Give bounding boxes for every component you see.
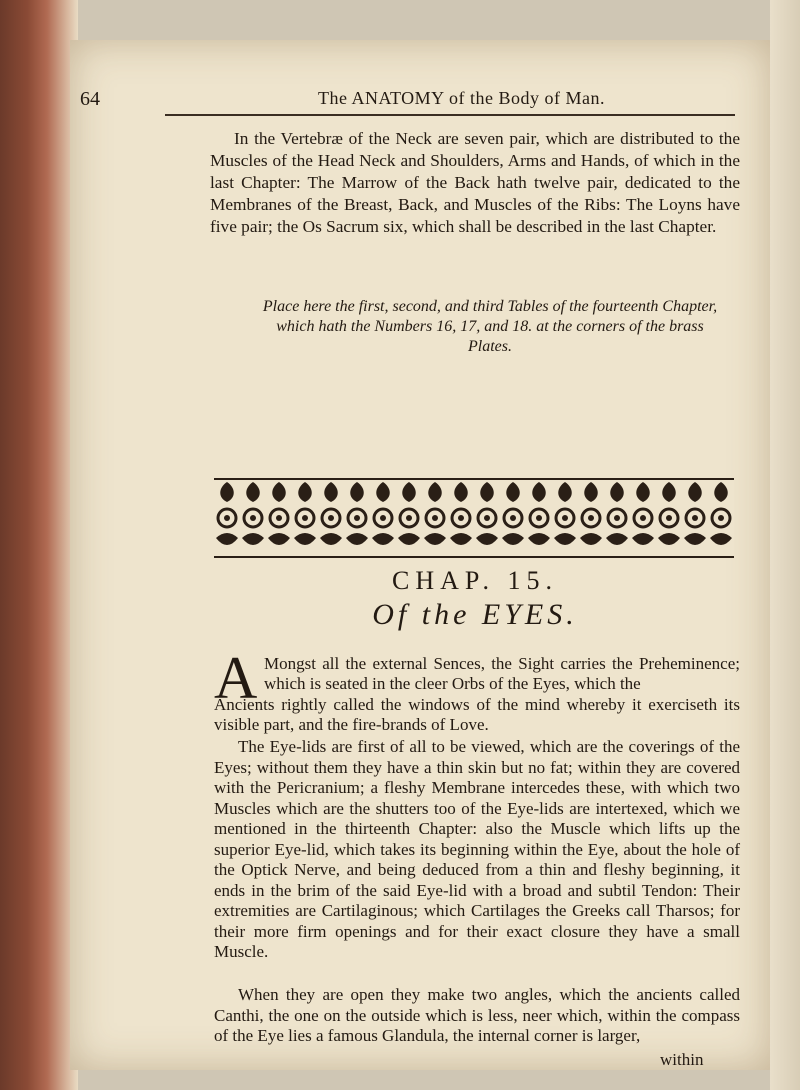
plate-placement-note: Place here the first, second, and third Tables of the fourteenth Chapter, which hath the Numbers 16, 17, and 18. at the corners of the brass Plates. bbox=[262, 298, 718, 355]
paragraph-nerves: In the Vertebræ of the Neck are seven pair, which are distributed to the Muscles of the Head Neck and Shoulders, Arms and Hands, of which in the last Chapter: The Marrow of the Back hath twelve pair, dedicated to the Membranes of the Breast, Back, and Muscles of the Ribs: The Loyns have five pair; the Os Sacrum six, which shall be described in the last Chapter. bbox=[210, 129, 740, 236]
page-number: 64 bbox=[80, 88, 100, 110]
header-rule bbox=[165, 114, 735, 116]
decorative-ornament-band bbox=[214, 478, 734, 558]
catchword: within bbox=[660, 1050, 704, 1069]
chapter-heading: CHAP. 15. bbox=[392, 566, 558, 595]
drop-cap: A bbox=[214, 645, 258, 711]
lead-paragraph-line2: Ancients rightly called the windows of the mind whereby it exerciseth its visible part, and the fire-brands of Love. bbox=[214, 695, 740, 735]
chapter-title: Of the EYES. bbox=[372, 598, 578, 631]
page-fore-edge bbox=[770, 0, 800, 1090]
book-binding bbox=[0, 0, 78, 1090]
lead-paragraph-line1: Mongst all the external Sences, the Sight carries the Preheminence; which is seated in the cleer Orbs of the Eyes, which the bbox=[264, 654, 740, 694]
paragraph-eyelids: The Eye-lids are first of all to be viewed, which are the coverings of the Eyes; without them they have a thin skin but no fat; within they are covered with the Pericranium; a fleshy Membrane intercedes these, with which two Muscles which are the shutters too of the Eye-lids are intertexed, which we mentioned in the thirteenth Chapter: also the Muscle which lifts up the superior Eye-lid, which takes its beginning within the Eye, about the hole of the Optick Nerve, and being deduced from a thin and fleshy beginning, it ends in the brim of the said Eye-lid with a broad and subtil Tendon: Their extremities are Cartilaginous; which Cartilages the Greeks call Tharsos; for their more firm openings and for their exact closure they have a small Muscle. bbox=[214, 737, 740, 961]
paragraph-canthi: When they are open they make two angles, which the ancients called Canthi, the one on the outside which is less, neer which, within the compass of the Eye lies a famous Glandula, the internal corner is larger, bbox=[214, 985, 740, 1045]
running-head: The ANATOMY of the Body of Man. bbox=[318, 88, 605, 108]
